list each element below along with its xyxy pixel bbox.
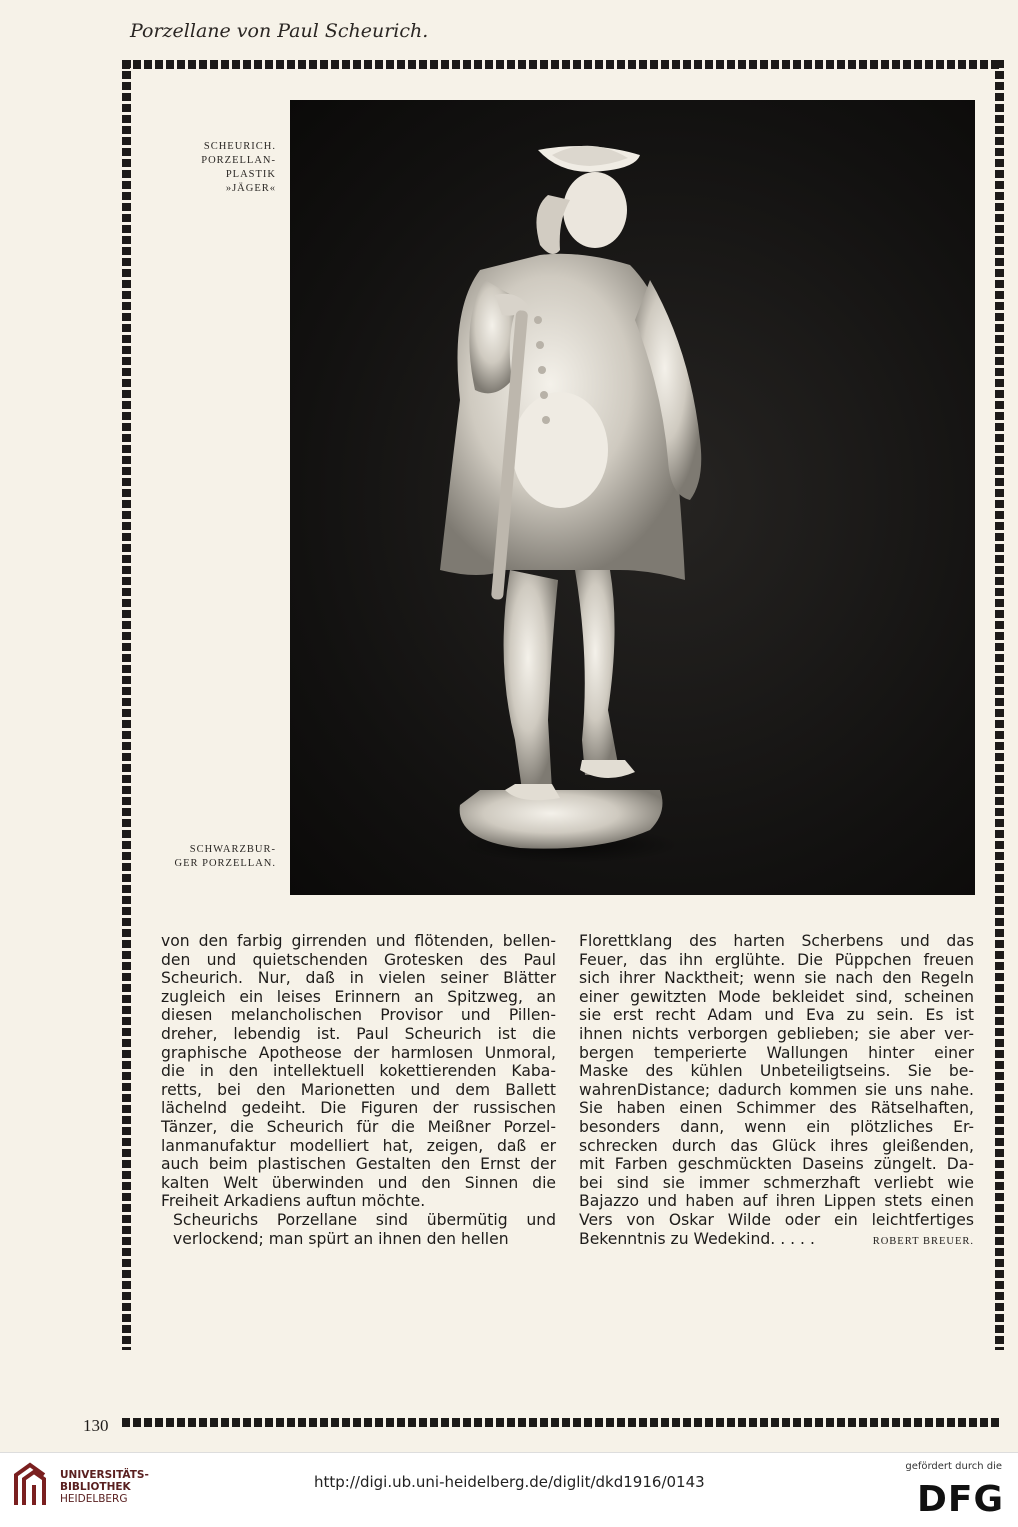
library-name <box>60 1469 149 1505</box>
text-line: lächelnd gedeiht. Die Figuren der russischen <box>161 1099 556 1118</box>
text-line: die in den intellektuell kokettierenden Kaba- <box>161 1062 556 1081</box>
text-line: dreher, lebendig ist. Paul Scheurich ist die <box>161 1024 556 1043</box>
caption-line: »JÄGER« <box>225 183 276 194</box>
ub-heidelberg-logo-icon[interactable] <box>10 1461 54 1515</box>
decorative-border-left <box>122 60 131 1350</box>
paragraph <box>161 1211 556 1248</box>
viewer-footer <box>0 1452 1018 1527</box>
decorative-border-top <box>122 60 1002 69</box>
author-signature: ROBERT BREUER. <box>872 1235 974 1247</box>
caption-line: GER PORZELLAN. <box>174 858 276 869</box>
article-column-left <box>161 932 556 1248</box>
decorative-border-right <box>995 60 1004 1350</box>
text-line: Bekenntnis zu Wedekind. . . . . <box>579 1229 815 1248</box>
dfg-logo[interactable]: DFG <box>916 1479 1004 1520</box>
paragraph <box>579 932 974 1248</box>
article-column-right <box>579 932 974 1251</box>
text-line: Vers von Oskar Wilde oder ein leichtfertiges <box>579 1210 974 1229</box>
text-line: verlockend; man spürt an ihnen den hellen <box>173 1229 509 1248</box>
caption-line: SCHEURICH. <box>203 141 276 152</box>
text-line: ihnen nichts verborgen geblieben; sie aber ver- <box>579 1024 974 1043</box>
text-line: den und quietschenden Grotesken des Paul <box>161 950 556 969</box>
text-line: Feuer, das ihn erglühte. Die Püppchen freuen <box>579 950 974 969</box>
caption-line: SCHWARZBUR- <box>189 844 276 855</box>
funding-caption: gefördert durch die <box>905 1461 1002 1472</box>
text-line: sich ihrer Nacktheit; wenn sie nach den Regeln <box>579 969 974 988</box>
decorative-border-bottom <box>122 1418 1002 1427</box>
text-line: Bajazzo und haben auf ihren Lippen stets einen <box>579 1192 974 1211</box>
library-name-line: BIBLIOTHEK <box>60 1481 131 1493</box>
text-line: Florettklang des harten Scherbens und das <box>579 932 974 950</box>
text-line: diesen melancholischen Provisor und Pillen- <box>161 1006 556 1025</box>
paragraph <box>161 932 556 1211</box>
text-line: Maske des kühlen Unbeteiligtseins. Sie be- <box>579 1062 974 1081</box>
text-line: Scheurich. Nur, daß in vielen seiner Blätter <box>161 969 556 988</box>
text-line: auch beim plastischen Gestalten den Ernst der <box>161 1155 556 1174</box>
text-line: Scheurichs Porzellane sind übermütig und <box>173 1210 556 1229</box>
text-line: schrecken durch das Glück ihres gleißenden, <box>579 1136 974 1155</box>
porcelain-figure-photo <box>290 100 975 895</box>
text-line: sie erst recht Adam und Eva zu sein. Es ist <box>579 1006 974 1025</box>
photo-caption-top <box>201 140 276 196</box>
text-line: Tänzer, die Scheurich für die Meißner Porzel- <box>161 1117 556 1136</box>
porcelain-hunter-figure-icon <box>290 100 975 895</box>
library-name-line: UNIVERSITÄTS- <box>60 1469 149 1481</box>
text-line: einer gewitzten Mode bekleidet sind, scheinen <box>579 987 974 1006</box>
permalink-url[interactable]: http://digi.ub.uni-heidelberg.de/diglit/dkd1916/0143 <box>314 1473 705 1491</box>
caption-line: PORZELLAN- <box>201 155 276 166</box>
text-line: Sie haben einen Schimmer des Rätselhaften, <box>579 1099 974 1118</box>
text-line: bei sind sie immer schmerzhaft verliebt wie <box>579 1173 974 1192</box>
photo-caption-bottom <box>175 843 277 871</box>
text-line: kalten Welt überwinden und den Sinnen die <box>161 1173 556 1192</box>
text-line: lanmanufaktur modelliert hat, zeigen, daß er <box>161 1136 556 1155</box>
text-line: mit Farben geschmückten Daseins züngelt. Da- <box>579 1155 974 1174</box>
running-head: Porzellane von Paul Scheurich. <box>130 20 429 42</box>
text-line: Freiheit Arkadiens auftun möchte. <box>161 1192 426 1211</box>
library-name-line: HEIDELBERG <box>60 1493 128 1505</box>
caption-line: PLASTIK <box>225 169 276 180</box>
text-line: bergen temperierte Wallungen hinter einer <box>579 1043 974 1062</box>
page-number: 130 <box>83 1416 109 1435</box>
text-line: retts, bei den Marionetten und dem Ballett <box>161 1080 556 1099</box>
text-line: graphische Apotheose der harmlosen Unmoral, <box>161 1043 556 1062</box>
text-line: wahrenDistance; dadurch kommen sie uns nahe. <box>579 1080 974 1099</box>
text-line: zugleich ein leises Erinnern an Spitzweg, an <box>161 987 556 1006</box>
text-line: besonders dann, wenn ein plötzliches Er- <box>579 1117 974 1136</box>
text-line: von den farbig girrenden und flötenden, bellen- <box>161 932 556 950</box>
